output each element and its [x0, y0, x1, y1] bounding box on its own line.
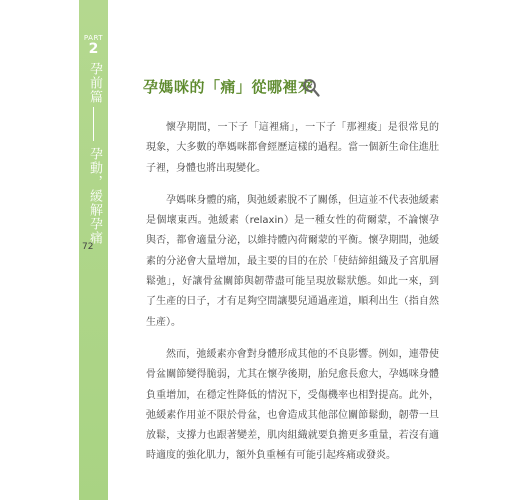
part-label: PART [83, 34, 104, 42]
article-body [146, 118, 439, 479]
article-title: 孕媽咪的「痛」從哪裡來 [143, 78, 314, 96]
section-divider [93, 107, 94, 141]
paragraph: 孕媽咪身體的痛，與弛緩素脫不了關係，但這並不代表弛緩素是個壞東西。弛緩素（relaxin）是一種女性的荷爾蒙，不論懷孕與否，都會適量分泌，以維持體內荷爾蒙的平衡。懷孕期間，弛緩素的分泌會大量增加，最主要的目的在於「使結締組織及子宮肌層鬆弛」，好讓骨盆關節與韌帶盡可能呈現放鬆狀態。如此一來，到了生產的日子，才有足夠空間讓嬰兒通過產道，順利出生（指自然生產）。 [146, 194, 439, 328]
paragraph: 懷孕期間，一下子「這裡痛」，一下子「那裡痠」是很常見的現象，大多數的準媽咪都會經歷這樣的過程。當一個新生命住進肚子裡，身體也將出現變化。 [146, 122, 439, 174]
section-title: 孕前篇 [87, 62, 102, 104]
paragraph: 然而，弛緩素亦會對身體形成其他的不良影響。例如，連帶使骨盆關節變得脆弱，尤其在懷孕後期，胎兒愈長愈大，孕媽咪身體負重增加，在穩定性降低的情況下，受傷機率也相對提高。此外，弛緩素作用並不限於骨盆，也會造成其他部位關節鬆動，韌帶一旦放鬆，支撐力也跟著變差，肌肉組織就要負擔更多重量，若沒有適時適度的強化肌力，額外負重極有可能引起疼痛或發炎。 [146, 348, 439, 462]
section-subtitle: 孕動，緩解孕痛 [87, 147, 102, 245]
magnifier-icon [302, 78, 320, 102]
part-number: 2 [88, 41, 99, 57]
page-number: 72 [82, 242, 94, 252]
